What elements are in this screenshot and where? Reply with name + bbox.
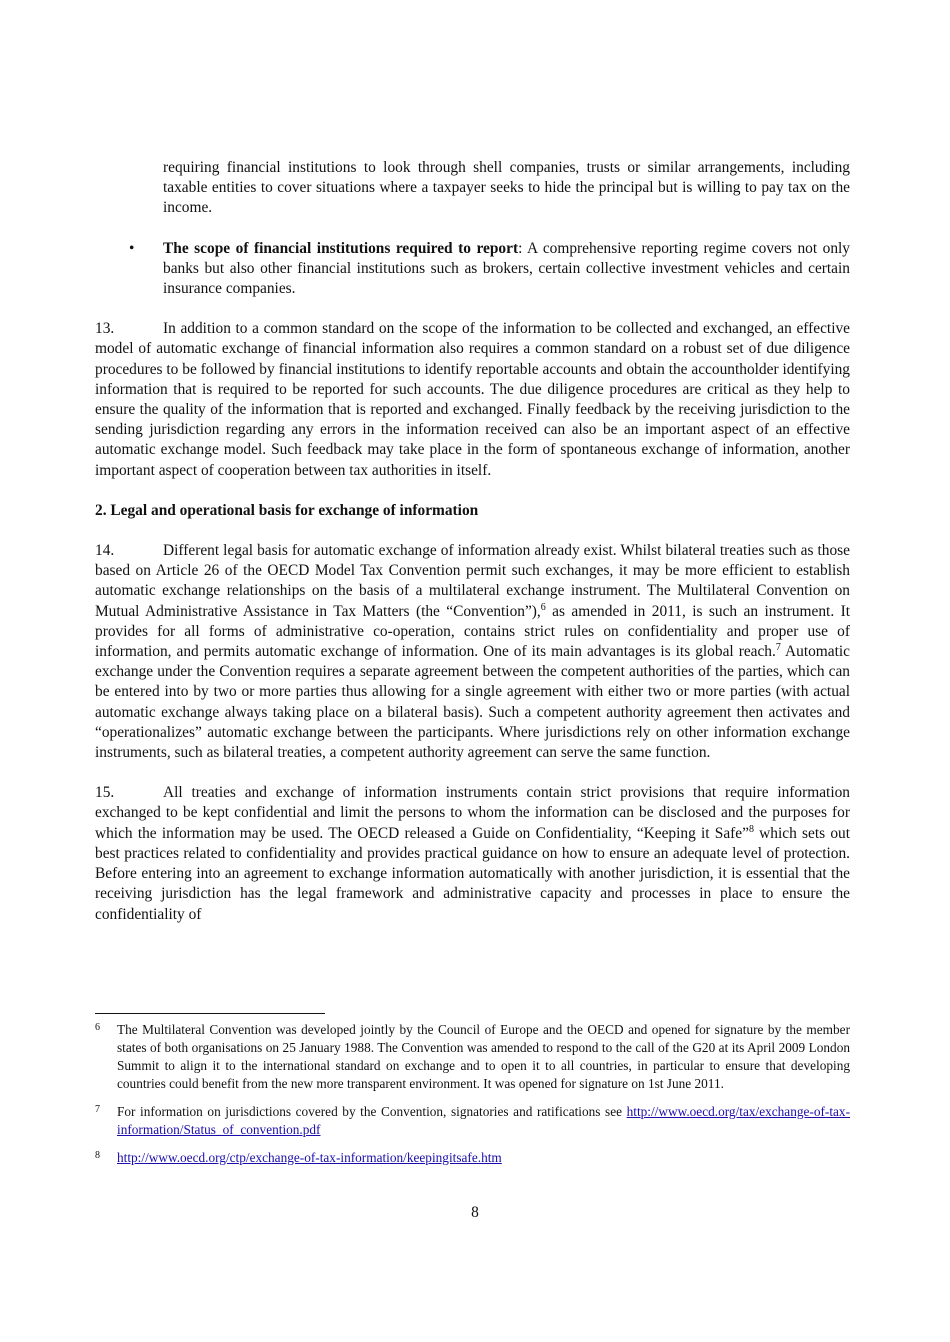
paragraph-13: [95, 319, 850, 481]
paragraph-14: [95, 541, 850, 763]
paragraph-14-text-c: Automatic exchange under the Convention requires a separate agreement between the competent authorities of the parties, which can be entered into by two or more parties thus allowing for a single agreement with either two or more parties (with actual automatic exchange always taking place on a bilateral basis). Such a competent authority agreement then activates and “operationalizes” automatic exchange between the participants. Where jurisdictions rely on other information exchange instruments, such as bilateral treaties, a competent authority agreement can serve the same function.: [95, 643, 850, 762]
footnote-text: For information on jurisdictions covered by the Convention, signatories and ratifications see: [117, 1104, 627, 1119]
paragraph-14-text-b: as amended in 2011, is such an instrument. It provides for all forms of administrative co-operation, contains strict rules on confidentiality and proper use of information, and permits automatic exchange of information. One of its main advantages is its global reach.: [95, 602, 850, 661]
footnote-6: [95, 1021, 850, 1093]
footnotes: [95, 1021, 850, 1167]
bullet-item: [95, 239, 850, 300]
continuation-paragraph: requiring financial institutions to look through shell companies, trusts or similar arrangements, including taxable entities to cover situations where a taxpayer seeks to hide the principal but is willing to pay tax on the income.: [163, 159, 850, 217]
footnote-number: 8: [95, 1150, 100, 1161]
paragraph-13-text: In addition to a common standard on the scope of the information to be collected and exchanged, an effective model of automatic exchange of financial information also requires a common standard on a robust set of due diligence procedures to be followed by financial institutions to identify reportable accounts and obtain the accountholder identifying information that is required to be reported for such accounts. The due diligence procedures are critical as they help to ensure the quality of the information that is reported and exchanged. Finally feedback by the receiving jurisdiction to the sending jurisdiction regarding any errors in the information received can also be an important aspect of an effective automatic exchange model. Such feedback may take place in the form of spontaneous exchange of information, another important aspect of cooperation between tax authorities in itself.: [95, 320, 850, 479]
bullet-text: [163, 239, 850, 300]
bullet-marker: •: [129, 239, 135, 257]
keeping-it-safe-link[interactable]: http://www.oecd.org/ctp/exchange-of-tax-information/keepingitsafe.htm: [117, 1150, 502, 1165]
paragraph-number: 15.: [95, 784, 115, 802]
footnote-8: [95, 1149, 850, 1167]
paragraph-number: 13.: [95, 320, 115, 338]
footnote-text: The Multilateral Convention was developed jointly by the Council of Europe and the OECD and opened for signature by the member states of both organisations on 25 January 1988. The Convention was amended to respond to the call of the G20 at its April 2009 London Summit to align it to the international standard on exchange and to open it to all countries, in particular to ensure that developing countries could benefit from the new more transparent environment. It was opened for signature on 1st June 2011.: [117, 1022, 850, 1091]
footnote-ref-8[interactable]: 8: [748, 823, 754, 835]
paragraph-15-text-a: All treaties and exchange of information instruments contain strict provisions that require information exchanged to be kept confidential and limit the persons to whom the information can be disclosed and the purposes for which the information may be used. The OECD released a Guide on Confidentiality, “Keeping it Safe”: [95, 784, 850, 842]
bullet-bold-lead: The scope of financial institutions required to report: [163, 239, 519, 257]
paragraph-number: 14.: [95, 542, 115, 560]
section-heading: 2. Legal and operational basis for exchange of information: [95, 501, 479, 519]
paragraph-15-text-b: which sets out best practices related to confidentiality and provides practical guidance on how to ensure an adequate level of protection. Before entering into an agreement to exchange information automatically with another jurisdiction, it is essential that the receiving jurisdiction has the legal framework and administrative capacity and processes in place to ensure the confidentiality of: [95, 824, 850, 923]
body-text: [95, 158, 850, 925]
bullet-body: : A comprehensive reporting regime covers not only banks but also other financial institutions such as brokers, certain collective investment vehicles and certain insurance companies.: [163, 239, 850, 298]
footnote-number: 7: [95, 1104, 100, 1115]
footnote-number: 6: [95, 1022, 100, 1033]
convention-status-link[interactable]: http://www.oecd.org/tax/exchange-of-tax-information/Status_of_convention.pdf: [117, 1104, 850, 1137]
paragraph-15: [95, 783, 850, 924]
footnote-7: [95, 1103, 850, 1139]
footnote-ref-7[interactable]: 7: [775, 641, 781, 653]
paragraph-14-text-a: Different legal basis for automatic exchange of information already exist. Whilst bilateral treaties such as those based on Article 26 of the OECD Model Tax Convention permit such exchanges, it may be more efficient to establish automatic exchange relationships on the basis of a multilateral exchange instrument. The Multilateral Convention on Mutual Administrative Assistance in Tax Matters (the “Convention”),: [95, 542, 850, 620]
footnote-ref-6[interactable]: 6: [540, 601, 546, 613]
footnote-separator: [95, 1013, 325, 1014]
page-number: 8: [471, 1204, 479, 1221]
